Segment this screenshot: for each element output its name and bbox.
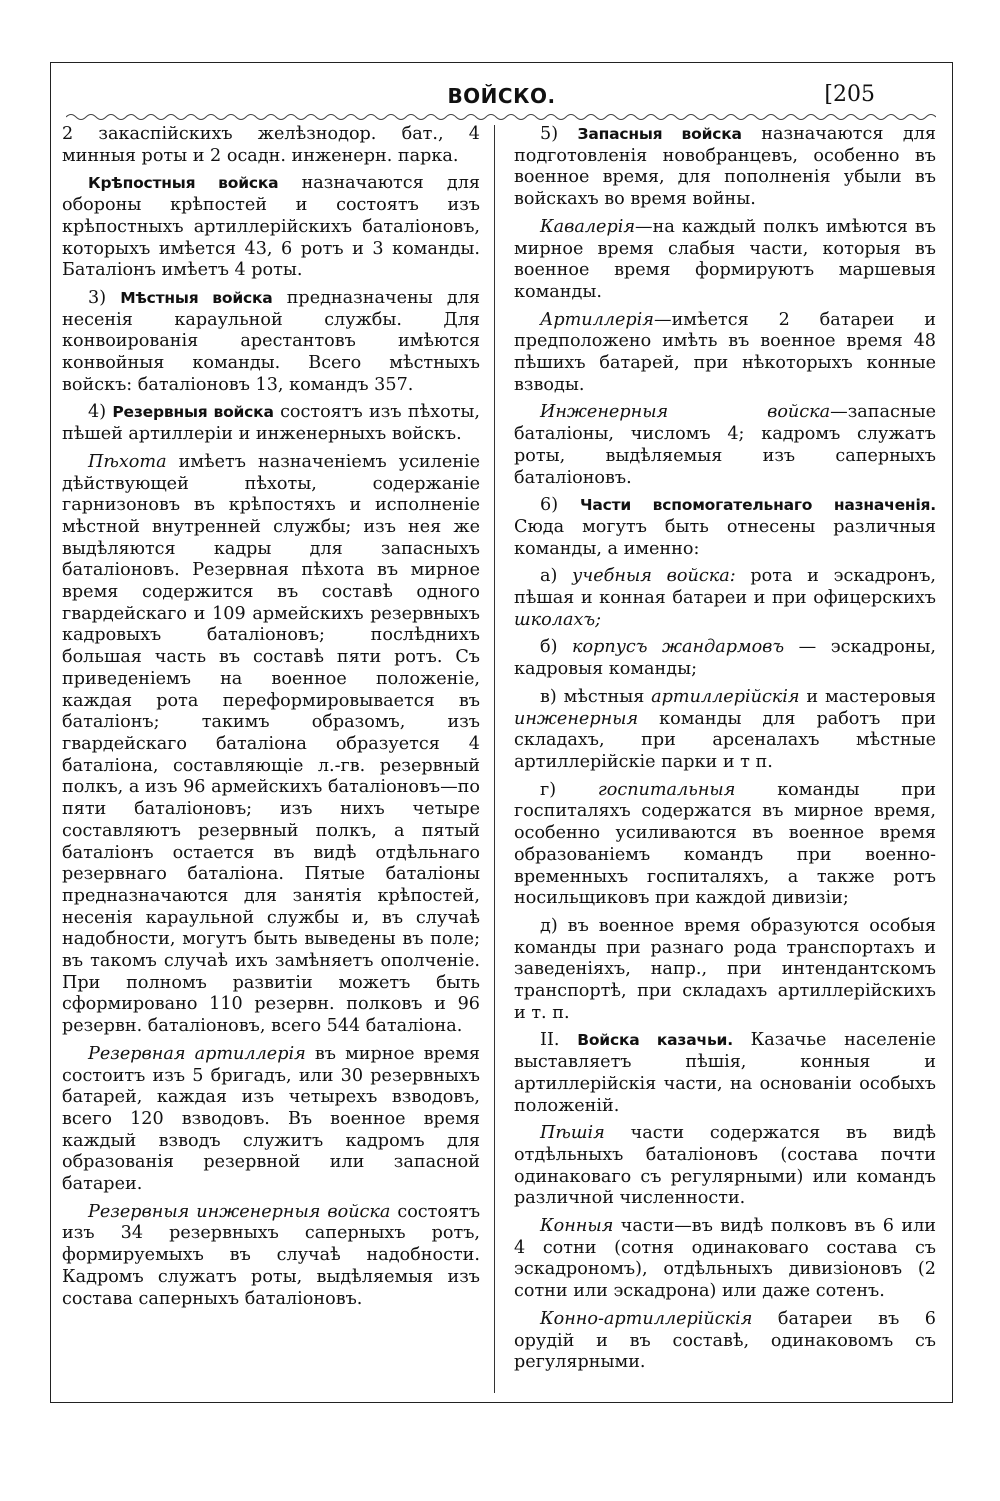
italic-term: инженерныя [514, 708, 639, 729]
paragraph: 2 закаспiйскихъ желѣзнодор. бат., 4 минныя роты и 2 осадн. инженерн. парка. [62, 124, 480, 166]
italic-term: Резервныя инженерныя войска [88, 1201, 391, 1222]
section-heading: Резервныя войска [112, 403, 274, 422]
paragraph: 6) Части вспомогательнаго назначенiя. Сюда могутъ быть отнесены различныя команды, а именно: [514, 495, 936, 559]
paragraph: Пѣхота имѣетъ назначенiемъ усиленiе дѣйствующей пѣхоты, содержанiе гарнизоновъ въ крѣпостяхъ и исполненiе мѣстной внутренней службы; изъ нея же выдѣляются кадры для запасныхъ баталiоновъ. Резервная пѣхота въ мирное время содержится въ составѣ одного гвардейскаго и 109 армейскихъ резервныхъ кадровыхъ баталiоновъ; послѣднихъ большая часть въ составѣ пяти ротъ. Съ приведенiемъ на военное положенiе, каждая рота переформировывается въ баталiонъ; такимъ образомъ, изъ гвардейскаго баталiона образуется 4 баталiона, составляющiе л.-гв. резервный полкъ, а изъ 96 армейскихъ баталiоновъ—по пяти баталiоновъ; изъ нихъ четыре составляютъ резервный полкъ, а пятый баталiонъ остается въ видѣ отдѣльнаго резервнаго баталiона. Пятые баталiоны предназначаются для занятiя крѣпостей, несенiя караульной службы и, въ случаѣ надобности, могутъ быть выведены въ поле; въ такомъ случаѣ ихъ замѣняетъ ополченiе. При полномъ развитiи можетъ быть сформировано 110 резервн. полковъ и 96 резервн. баталiоновъ, всего 544 баталiона. [62, 451, 481, 1037]
section-heading: Мѣстныя войска [120, 288, 273, 307]
italic-term: учебныя войска: [572, 566, 736, 587]
left-column [62, 124, 480, 1316]
paragraph: Артиллерiя—имѣется 2 батареи и предположено имѣть въ военное время 48 пѣшихъ батарей, при нѣкоторыхъ конные взводы. [514, 309, 936, 395]
paragraph: II. Войска казачьи. Казачье населенiе выставляетъ пѣшiя, конныя и артиллерiйскiя части, на основанiи особыхъ положенiй. [514, 1030, 937, 1116]
paragraph: Пѣшiя части содержатся въ видѣ отдѣльныхъ баталiоновъ (состава почти одинаковаго съ регулярными) или командъ различной численности. [514, 1123, 937, 1209]
column-divider [494, 125, 495, 1393]
paragraph: д) въ военное время образуются особыя команды при разнаго рода транспортахъ и заведенiяхъ, напр., при интендантскомъ транспортѣ, при складахъ артиллерiйскихъ и т. п. [514, 915, 936, 1023]
paragraph: Резервная артиллерiя въ мирное время состоитъ изъ 5 бригадъ, или 30 резервныхъ батарей, каждая изъ четырехъ взводовъ, всего 120 взводовъ. Въ военное время каждый взводъ служитъ кадромъ для образованiя резервной или запасной батареи. [62, 1043, 481, 1195]
paragraph: а) учебныя войска: рота и эскадронъ, пѣшая и конная батареи и при офицерскихъ школахъ; [514, 566, 937, 630]
paragraph: 3) Мѣстныя войска предназначены для несенiя караульной службы. Для конвоированiя арестантовъ имѣются конвойныя команды. Всего мѣстныхъ войскъ: баталiоновъ 13, командъ 357. [62, 287, 480, 395]
section-heading: Запасныя войска [577, 125, 742, 143]
section-heading: Части вспомогательнаго назначенiя. [580, 496, 936, 515]
italic-term: Пѣшiя [540, 1123, 605, 1144]
italic-term: Пѣхота [88, 451, 167, 472]
running-header [50, 84, 953, 114]
paragraph: 5) Запасныя войска назначаются для подготовленiя новобранцевъ, особенно въ военное время, для пополненiя убыли въ войскахъ во время войны. [514, 124, 936, 210]
italic-term: Конныя [540, 1216, 614, 1237]
italic-term: Конно-артиллерiйскiя [540, 1308, 753, 1329]
italic-term: корпусъ жандармовъ [572, 637, 785, 658]
italic-term: госпитальныя [597, 779, 736, 800]
italic-term: Артиллерiя [540, 309, 654, 330]
paragraph: Резервныя инженерныя войска состоятъ изъ 34 резервныхъ саперныхъ ротъ, формируемыхъ въ случаѣ надобности. Кадромъ служатъ роты, выдѣляемыя изъ состава саперныхъ баталiоновъ. [62, 1201, 481, 1309]
paragraph: Конныя части—въ видѣ полковъ въ 6 или 4 сотни (сотня одинаковаго состава съ эскадрономъ), отдѣльныхъ дивизiоновъ (2 сотни или эскадрона) или даже сотенъ. [514, 1216, 936, 1302]
italic-term: Резервная артиллерiя [88, 1043, 306, 1064]
page-title: ВОЙСКО. [447, 84, 556, 108]
paragraph: г) госпитальныя команды при госпиталяхъ содержатся въ мирное время, особенно усиливаются въ военное время образованiемъ командъ при военно-временныхъ госпиталяхъ, а также ротъ носильщиковъ при каждой дивизiи; [514, 779, 937, 909]
paragraph: в) мѣстныя артиллерiйскiя и мастеровыя инженерныя команды для работъ при складахъ, при арсеналахъ мѣстные артиллерiйскiе парки и т п. [514, 686, 937, 772]
paragraph: Конно-артиллерiйскiя батареи въ 6 орудiй и въ составѣ, одинаковомъ съ регулярными. [514, 1308, 936, 1373]
paragraph: Кавалерiя—на каждый полкъ имѣются въ мирное время слабыя части, которыя въ военное время формируютъ маршевыя команды. [514, 216, 936, 302]
right-column [514, 124, 936, 1380]
page-number: [205 [824, 82, 875, 107]
paragraph: б) корпусъ жандармовъ — эскадроны, кадровыя команды; [514, 637, 936, 680]
wavy-rule [66, 112, 936, 122]
paragraph: Инженерныя войска—запасные баталiоны, числомъ 4; кадромъ служатъ роты, выдѣляемыя изъ саперныхъ баталiоновъ. [514, 402, 936, 488]
italic-term: артиллерiйскiя [651, 686, 800, 707]
section-heading: Войска казачьи. [577, 1031, 733, 1050]
paragraph: 4) Резервныя войска состоятъ изъ пѣхоты, пѣшей артиллерiи и инженерныхъ войскъ. [62, 402, 481, 445]
italic-term: Инженерныя войска [540, 402, 831, 423]
section-heading: Крѣпостныя войска [88, 174, 279, 193]
paragraph: Крѣпостныя войска назначаются для обороны крѣпостей и состоятъ изъ крѣпостныхъ артиллерiйскихъ баталiоновъ, которыхъ имѣется 43, 6 ротъ и 3 команды. Баталiонъ имѣетъ 4 роты. [62, 173, 480, 281]
italic-term: Кавалерiя [540, 216, 635, 237]
